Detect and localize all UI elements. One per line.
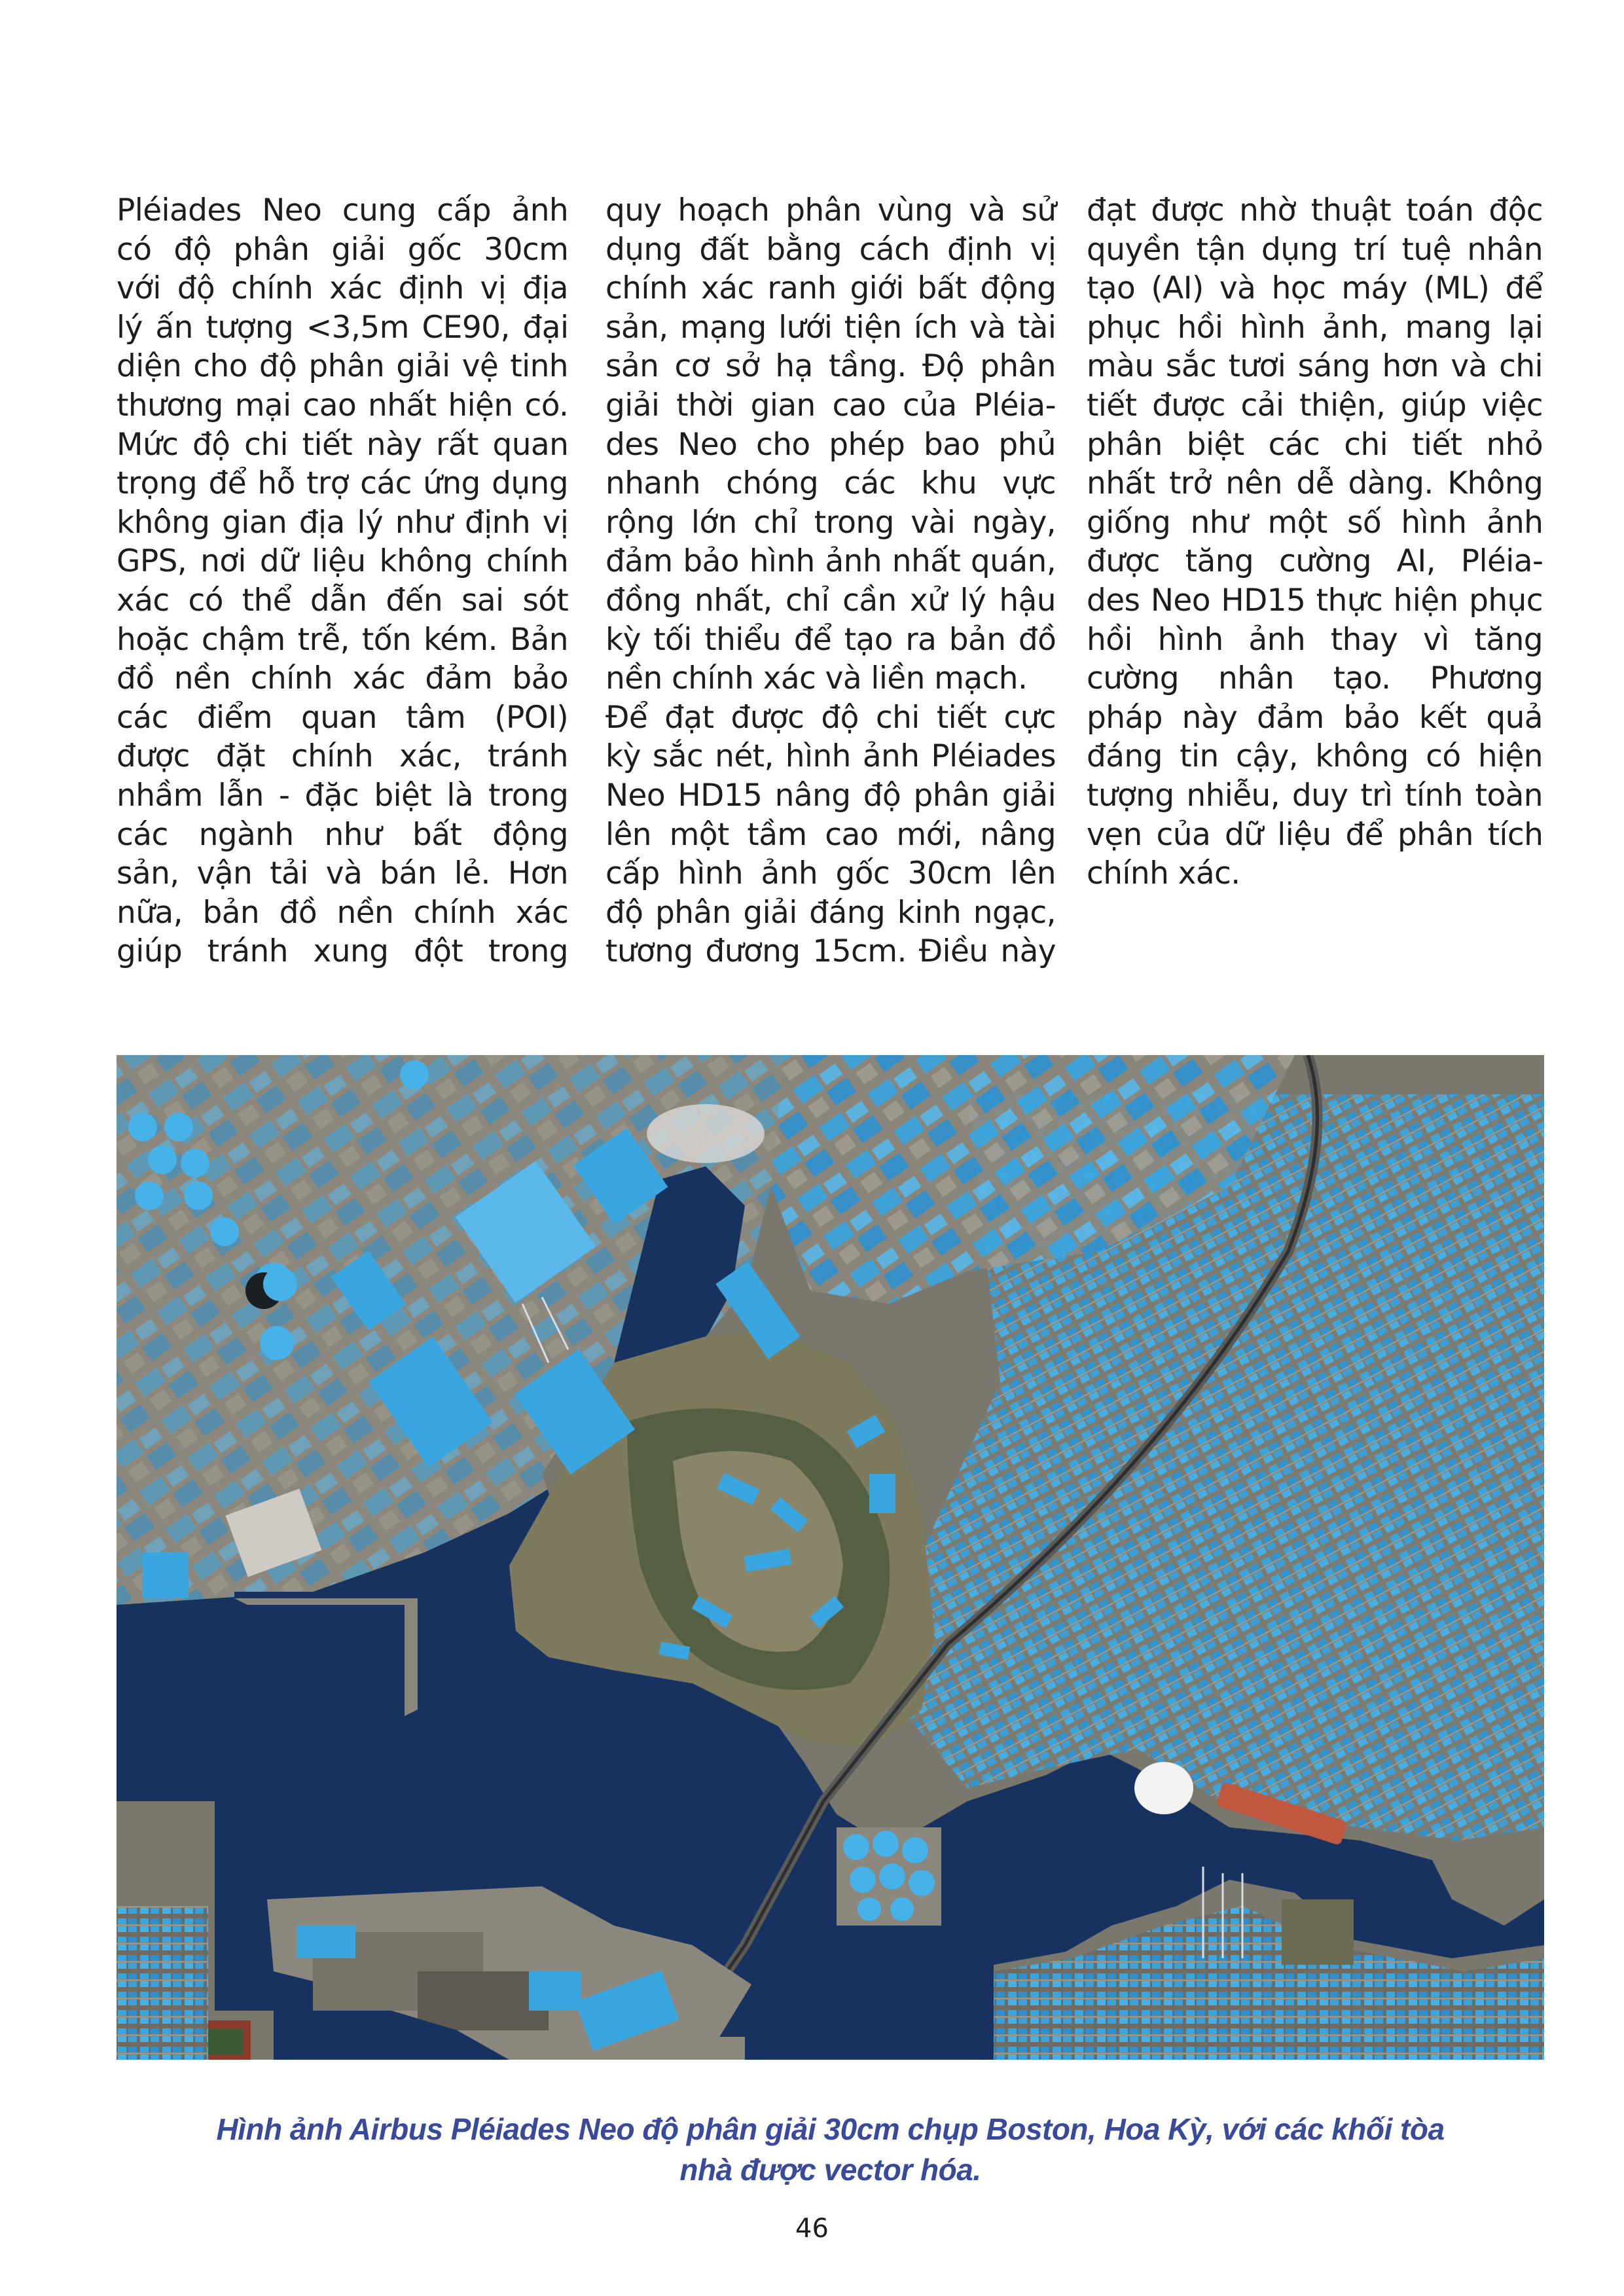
text-line: được tăng cường AI, Pléia- (1087, 543, 1543, 580)
text-line: giúp tránh xung đột trong (117, 933, 568, 970)
text-line: nhanh chóng các khu vực (605, 465, 1056, 502)
text-line: des Neo HD15 thực hiện phục (1087, 582, 1543, 619)
text-line: nền chính xác và liền mạch. (605, 660, 1028, 697)
text-column-3 (1087, 191, 1543, 893)
oil-tanks-cluster (837, 1827, 941, 1926)
text-line: lý ấn tượng <3,5m CE90, đại (117, 309, 569, 346)
text-line: cường nhân tạo. Phương (1087, 660, 1543, 697)
text-line: tương đương 15cm. Điều này (605, 933, 1056, 970)
text-line: Pléiades Neo cung cấp ảnh (117, 192, 569, 228)
text-line: đạt được nhờ thuật toán độc (1087, 192, 1543, 228)
text-line: sản, mạng lưới tiện ích và tài (605, 309, 1056, 346)
text-line: nữa, bản đồ nền chính xác (117, 894, 569, 931)
text-line: rộng lớn chỉ trong vài ngày, (605, 504, 1056, 541)
text-line: các ngành như bất động (117, 816, 568, 853)
text-line: chính xác ranh giới bất động (605, 270, 1056, 307)
text-line: des Neo cho phép bao phủ (605, 426, 1056, 463)
text-line: Neo HD15 nâng độ phân giải (605, 777, 1056, 814)
satellite-image-boston (117, 1055, 1544, 2060)
text-line: vẹn của dữ liệu để phân tích (1087, 816, 1543, 853)
text-column-2 (605, 191, 1056, 971)
text-line: các điểm quan tâm (POI) (117, 699, 569, 736)
text-line: quyền tận dụng trí tuệ nhân (1087, 231, 1543, 268)
text-line: tượng nhiễu, duy trì tính toàn (1087, 777, 1543, 814)
text-line: diện cho độ phân giải vệ tinh (117, 348, 568, 385)
satellite-image-drawing (117, 1055, 1544, 2060)
text-line: kỳ sắc nét, hình ảnh Pléiades (605, 738, 1056, 775)
text-line: thương mại cao nhất hiện có. (117, 387, 569, 423)
text-line: giải thời gian cao của Pléia- (605, 387, 1056, 423)
text-line: kỳ tối thiểu để tạo ra bản đồ (605, 621, 1056, 658)
text-line: hoặc chậm trễ, tốn kém. Bản (117, 621, 568, 658)
text-line: có độ phân giải gốc 30cm (117, 231, 569, 268)
text-line: chính xác. (1087, 855, 1240, 892)
text-line: Mức độ chi tiết này rất quan (117, 426, 569, 463)
text-line: được đặt chính xác, tránh (117, 738, 568, 775)
text-line: GPS, nơi dữ liệu không chính (117, 543, 569, 580)
text-line: hồi hình ảnh thay vì tăng (1087, 621, 1543, 658)
text-line: đồ nền chính xác đảm bảo (117, 660, 568, 697)
text-line: nhất trở nên dễ dàng. Không (1087, 465, 1543, 502)
text-line: phân biệt các chi tiết nhỏ (1087, 426, 1543, 463)
text-line: sản cơ sở hạ tầng. Độ phân (605, 348, 1056, 385)
text-line: pháp này đảm bảo kết quả (1087, 699, 1543, 736)
text-line: sản, vận tải và bán lẻ. Hơn (117, 855, 568, 892)
text-line: Để đạt được độ chi tiết cực (605, 699, 1056, 736)
text-column-1 (117, 191, 568, 971)
text-line: phục hồi hình ảnh, mang lại (1087, 309, 1543, 346)
ballfield (1282, 1899, 1354, 1965)
page-number: 46 (795, 2214, 829, 2244)
text-line: tạo (AI) và học máy (ML) để (1087, 270, 1543, 307)
white-dome (1134, 1762, 1193, 1814)
text-line: độ phân giải đáng kinh ngạc, (605, 894, 1056, 931)
text-line: trọng để hỗ trợ các ứng dụng (117, 465, 568, 502)
figure-caption (117, 2109, 1544, 2190)
text-line: đáng tin cậy, không có hiện (1087, 738, 1543, 775)
text-line: không gian địa lý như định vị (117, 504, 569, 541)
text-line: giống như một số hình ảnh (1087, 504, 1543, 541)
text-line: lên một tầm cao mới, nâng (605, 816, 1056, 853)
text-line: nhầm lẫn - đặc biệt là trong (117, 777, 569, 814)
text-line: xác có thể dẫn đến sai sót (117, 582, 569, 619)
figure-caption-line-2: nhà được vector hóa. (679, 2153, 981, 2187)
text-line: dụng đất bằng cách định vị (605, 231, 1056, 268)
text-line: đồng nhất, chỉ cần xử lý hậu (605, 582, 1056, 619)
text-line: màu sắc tươi sáng hơn và chi (1087, 348, 1543, 385)
text-line: với độ chính xác định vị địa (117, 270, 568, 307)
text-line: đảm bảo hình ảnh nhất quán, (605, 543, 1056, 580)
text-line: quy hoạch phân vùng và sử (605, 192, 1056, 228)
figure-caption-line-1: Hình ảnh Airbus Pléiades Neo độ phân giải 30cm chụp Boston, Hoa Kỳ, với các khối tòa (216, 2112, 1445, 2146)
text-line: cấp hình ảnh gốc 30cm lên (605, 855, 1056, 892)
text-line: tiết được cải thiện, giúp việc (1087, 387, 1543, 423)
